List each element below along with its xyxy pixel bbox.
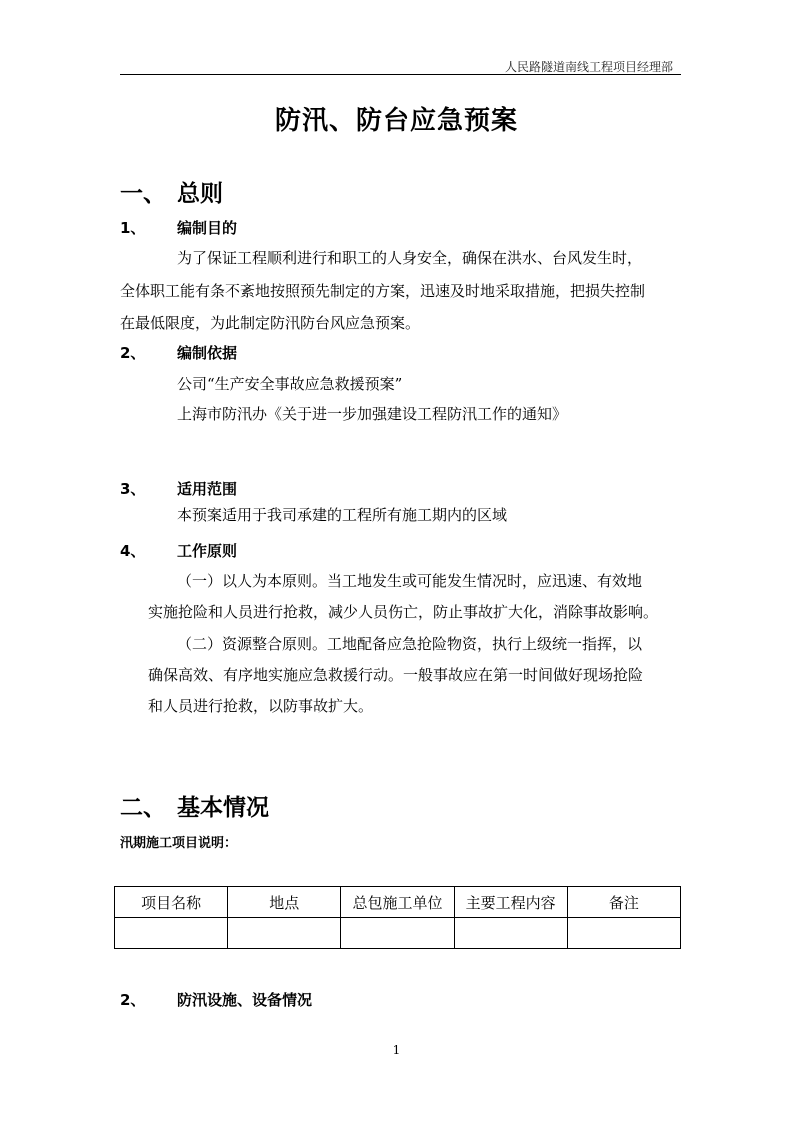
header-rule [120, 74, 681, 75]
project-table [114, 886, 681, 949]
section2-num: 二、 [120, 795, 166, 821]
sub2-heading [120, 342, 237, 363]
table-cell [228, 918, 341, 949]
header-org: 人民路隧道南线工程项目经理部 [504, 60, 673, 74]
section2-sub2-num: 2、 [120, 991, 146, 1009]
sub2-title: 编制依据 [177, 344, 238, 362]
table-cell [341, 918, 454, 949]
table-cell [567, 918, 680, 949]
table-header-row [115, 887, 681, 918]
paragraph-line: 实施抢险和人员进行抢救，减少人员伤亡，防止事故扩大化，消除事故影响。 [148, 603, 659, 621]
section1-heading [120, 175, 223, 208]
section2-heading [120, 789, 269, 822]
sub3-heading [120, 478, 237, 499]
section2-title: 基本情况 [177, 795, 269, 821]
sub4-num: 4、 [120, 542, 146, 560]
paragraph-line: 和人员进行抢救，以防事故扩大。 [148, 697, 374, 715]
paragraph-line: 在最低限度，为此制定防汛防台风应急预案。 [120, 314, 421, 332]
sub4-heading [120, 540, 237, 561]
section2-sub2-heading [120, 989, 312, 1010]
table-header-cell: 项目名称 [115, 887, 228, 918]
paragraph-line: 上海市防汛办《关于进一步加强建设工程防汛工作的通知》 [177, 405, 568, 423]
paragraph-line: 公司“生产安全事故应急救援预案” [177, 375, 403, 393]
paragraph-line: （一）以人为本原则。当工地发生或可能发生情况时，应迅速、有效地 [177, 572, 643, 590]
table-header-cell: 备注 [567, 887, 680, 918]
sub1-heading [120, 217, 237, 238]
section1-num: 一、 [120, 181, 166, 207]
sub3-num: 3、 [120, 480, 146, 498]
paragraph-line: 为了保证工程顺利进行和职工的人身安全，确保在洪水、台风发生时， [177, 249, 643, 267]
table-header-cell: 主要工程内容 [454, 887, 567, 918]
paragraph-line: 全体职工能有条不紊地按照预先制定的方案，迅速及时地采取措施，把损失控制 [120, 282, 646, 300]
sub4-title: 工作原则 [177, 542, 238, 560]
paragraph-line: 确保高效、有序地实施应急救援行动。一般事故应在第一时间做好现场抢险 [148, 666, 644, 684]
project-subhead: 汛期施工项目说明： [120, 836, 238, 851]
section1-title: 总则 [177, 181, 223, 207]
table-cell [454, 918, 567, 949]
section2-sub2-title: 防汛设施、设备情况 [177, 991, 313, 1009]
sub3-title: 适用范围 [177, 480, 238, 498]
paragraph-line: （二）资源整合原则。工地配备应急抢险物资，执行上级统一指挥，以 [177, 635, 643, 653]
page-number: 1 [392, 1043, 401, 1057]
doc-title: 防汛、防台应急预案 [274, 106, 518, 136]
sub2-num: 2、 [120, 344, 146, 362]
sub1-title: 编制目的 [177, 219, 238, 237]
table-cell [115, 918, 228, 949]
paragraph-line: 本预案适用于我司承建的工程所有施工期内的区域 [177, 506, 508, 524]
table-row [115, 918, 681, 949]
table-header-cell: 地点 [228, 887, 341, 918]
sub1-num: 1、 [120, 219, 146, 237]
table-header-cell: 总包施工单位 [341, 887, 454, 918]
